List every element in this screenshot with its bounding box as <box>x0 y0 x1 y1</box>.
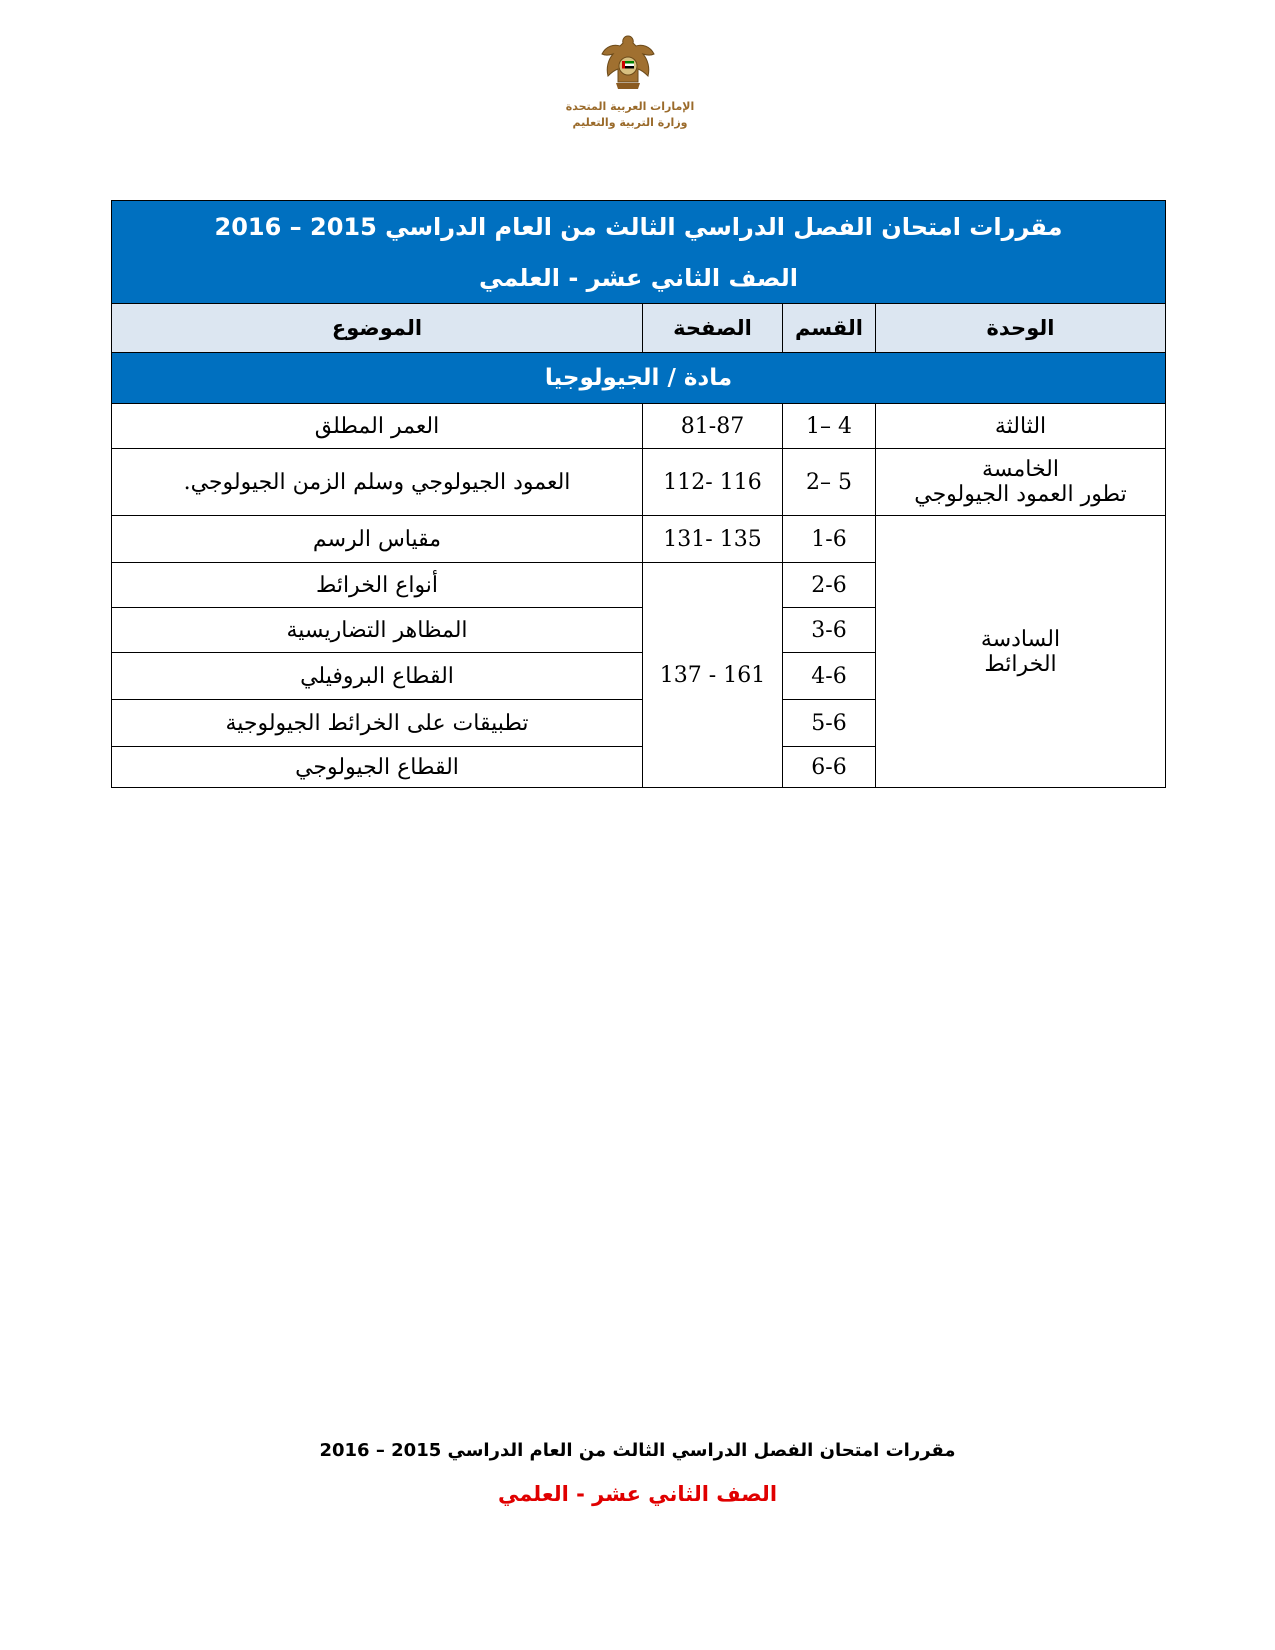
page-cell: 112- 116 <box>643 449 783 516</box>
section-cell: 1– 4 <box>783 404 876 449</box>
syllabus-table <box>111 200 1166 788</box>
unit-cell: الثالثة <box>876 404 1166 449</box>
unit-cell <box>876 516 1166 788</box>
footer-grade: الصف الثاني عشر - العلمي <box>497 1482 778 1506</box>
country-name: الإمارات العربية المتحدة <box>565 100 695 113</box>
page-cell: 81-87 <box>643 404 783 449</box>
col-page-header: الصفحة <box>643 304 783 353</box>
table-row <box>112 516 1166 563</box>
table-grade: الصف الثاني عشر - العلمي <box>112 253 1166 304</box>
col-unit-header: الوحدة <box>876 304 1166 353</box>
topic-cell: العمر المطلق <box>112 404 643 449</box>
grade-row <box>112 253 1166 304</box>
col-section-header: القسم <box>783 304 876 353</box>
subject-title: مادة / الجيولوجيا <box>112 353 1166 404</box>
title-row <box>112 201 1166 254</box>
unit-name: الخامسة <box>982 457 1059 482</box>
footer-title: مقررات امتحان الفصل الدراسي الثالث من العام الدراسي 2015 – 2016 <box>319 1440 956 1461</box>
section-cell: 2-6 <box>783 563 876 608</box>
topic-cell: المظاهر التضاريسية <box>112 608 643 653</box>
uae-falcon-emblem-icon <box>598 32 658 94</box>
unit-subtitle: تطور العمود الجيولوجي <box>914 482 1127 507</box>
page-cell: 131- 135 <box>643 516 783 563</box>
topic-cell: أنواع الخرائط <box>112 563 643 608</box>
section-cell: 4-6 <box>783 653 876 700</box>
unit-subtitle: الخرائط <box>984 651 1057 677</box>
topic-cell: القطاع الجيولوجي <box>112 747 643 788</box>
topic-cell: تطبيقات على الخرائط الجيولوجية <box>112 700 643 747</box>
unit-name: السادسة <box>980 626 1061 652</box>
table-row <box>112 404 1166 449</box>
table-row <box>112 449 1166 516</box>
page-cell: 137 - 161 <box>643 563 783 788</box>
topic-cell: القطاع البروفيلي <box>112 653 643 700</box>
topic-cell: العمود الجيولوجي وسلم الزمن الجيولوجي. <box>112 449 643 516</box>
section-cell: 5-6 <box>783 700 876 747</box>
section-cell: 6-6 <box>783 747 876 788</box>
column-header-row <box>112 304 1166 353</box>
section-cell: 1-6 <box>783 516 876 563</box>
section-cell: 3-6 <box>783 608 876 653</box>
table-title: مقررات امتحان الفصل الدراسي الثالث من العام الدراسي 2015 – 2016 <box>112 201 1166 254</box>
col-topic-header: الموضوع <box>112 304 643 353</box>
topic-cell: مقياس الرسم <box>112 516 643 563</box>
section-cell: 2– 5 <box>783 449 876 516</box>
subject-row <box>112 353 1166 404</box>
unit-cell <box>876 449 1166 516</box>
ministry-name: وزارة التربية والتعليم <box>572 116 688 129</box>
